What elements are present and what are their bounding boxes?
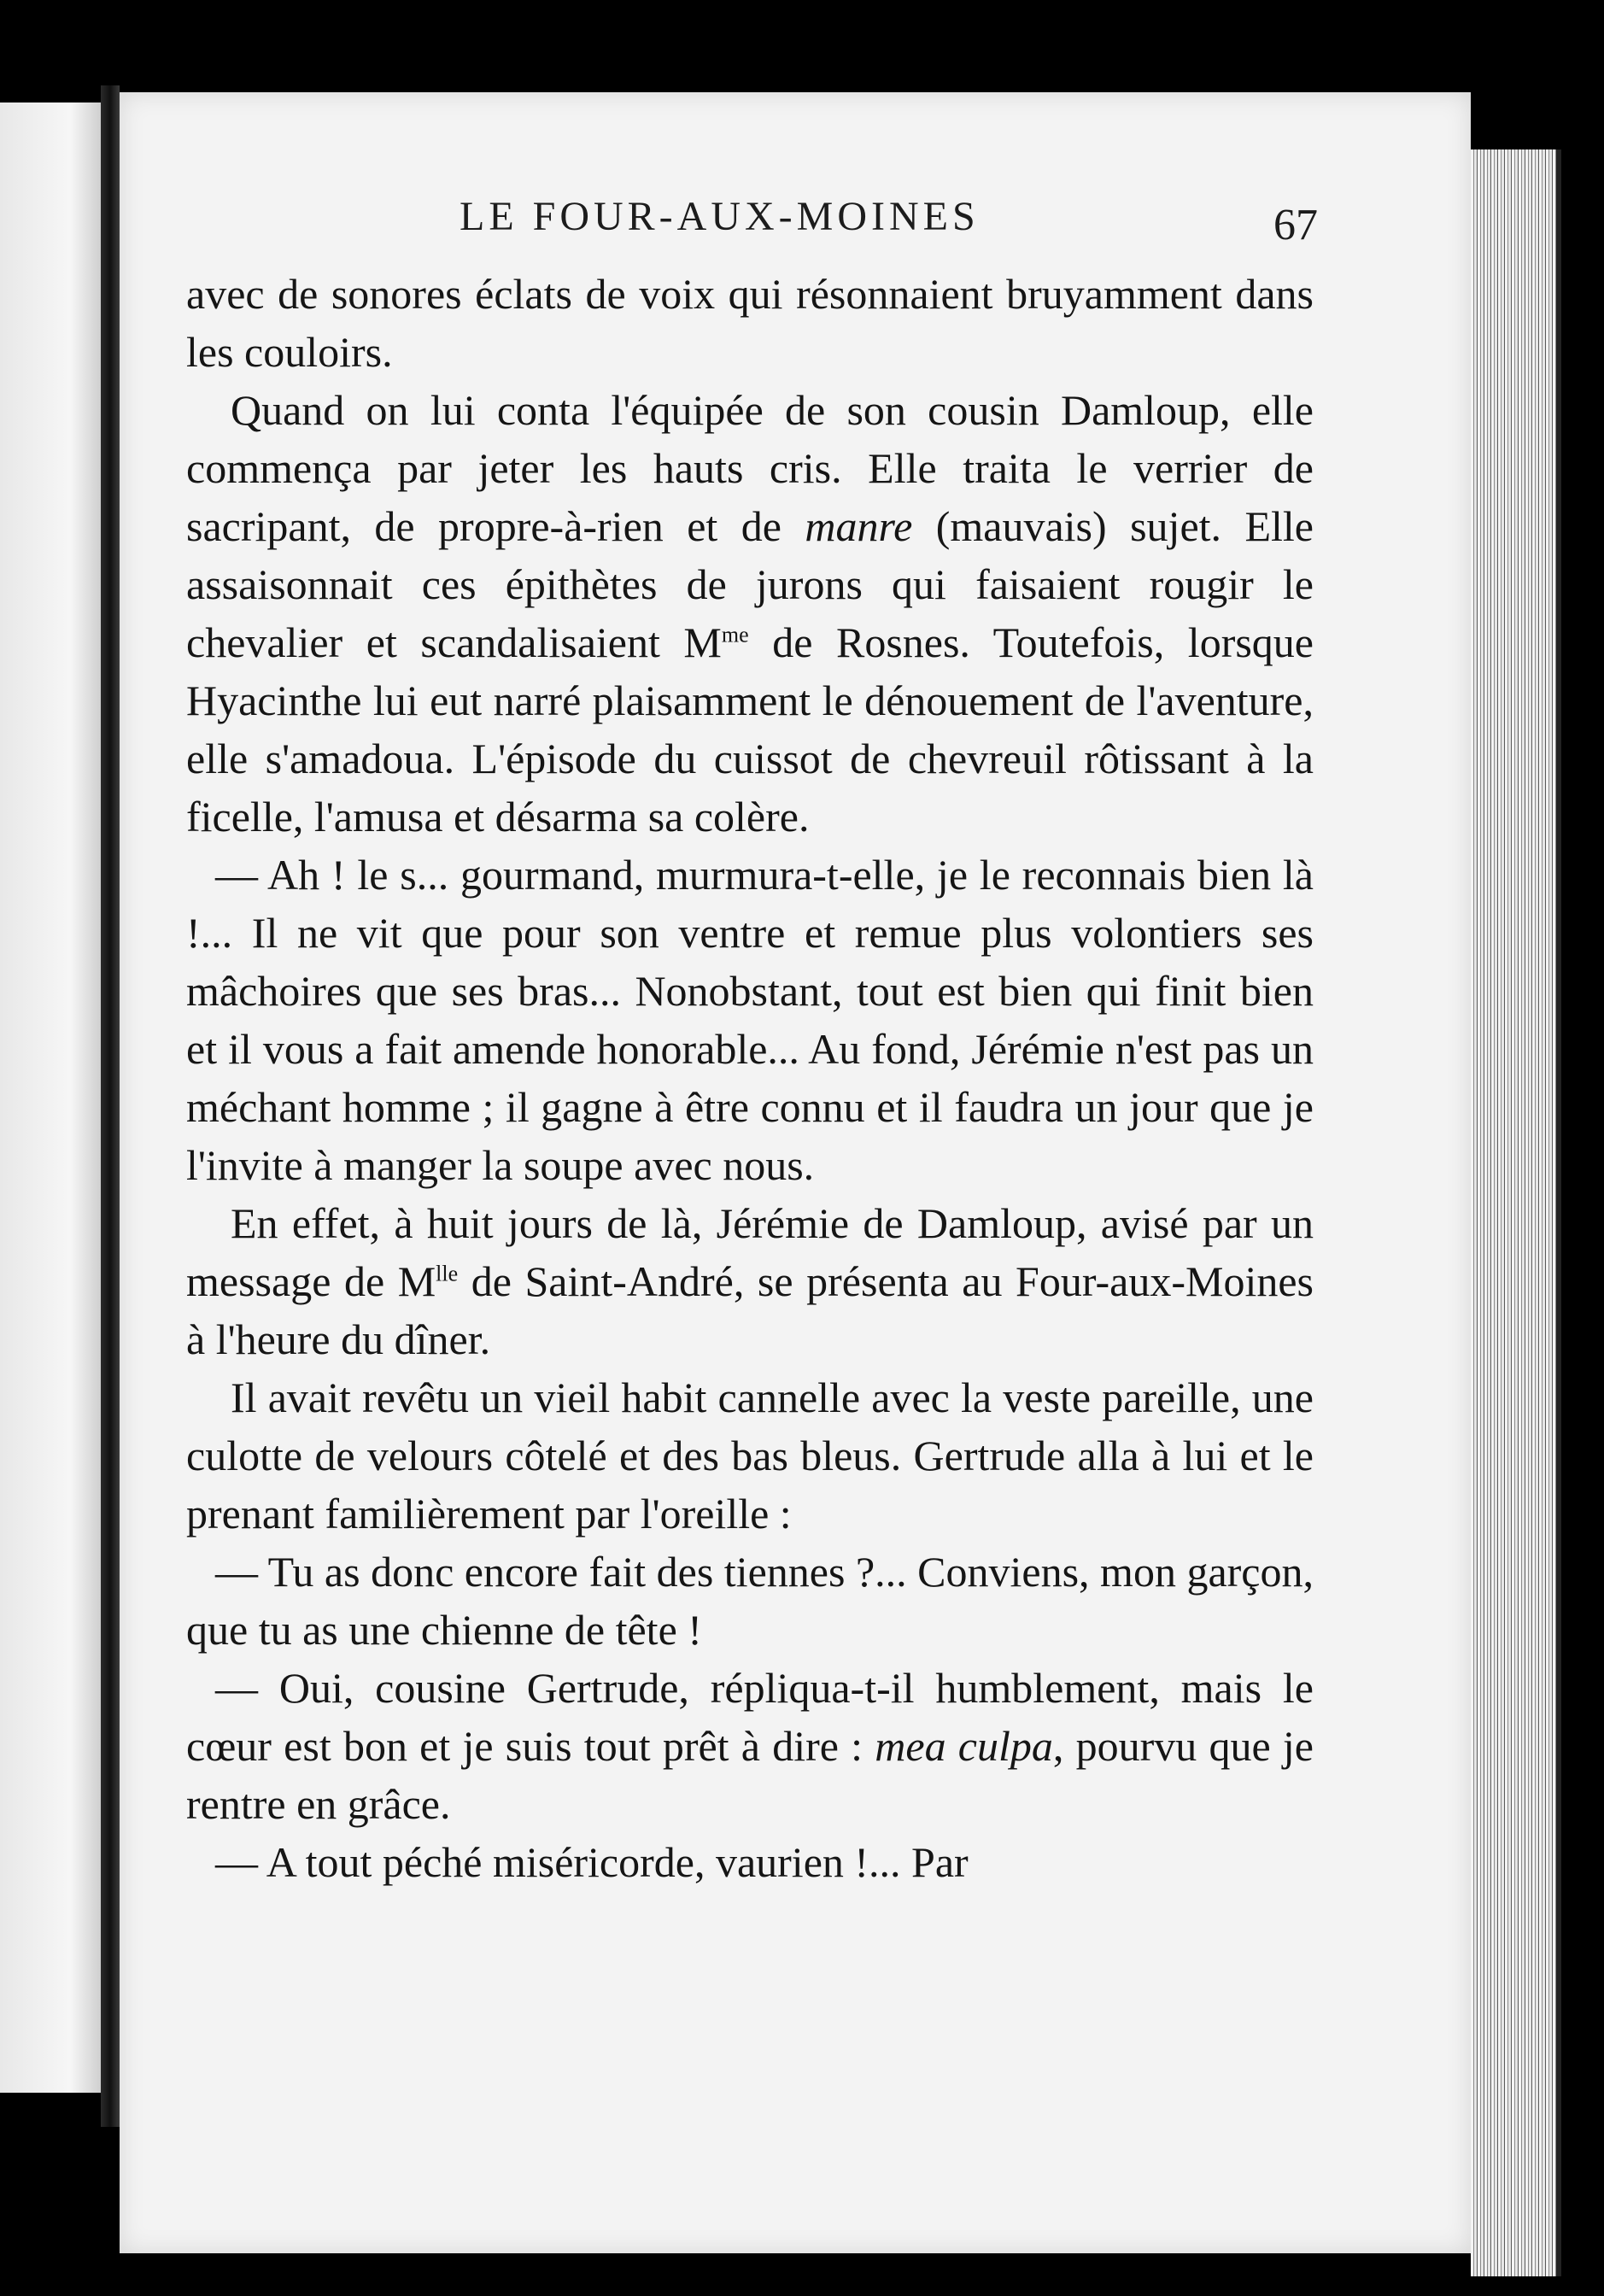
page-text-block: [186, 188, 1318, 1891]
book-gutter: [101, 85, 120, 2127]
superscript-abbr: lle: [436, 1261, 459, 1286]
paragraph-6: — Tu as donc encore fait des tiennes ?... Conviens, mon garçon, que tu as une chienne de tête !: [186, 1548, 1314, 1654]
paragraph-5: Il avait revêtu un vieil habit cannelle avec la veste pareille, une culotte de velours côtelé et des bas bleus. Gertrude alla à lui et le prenant familièrement par l'oreille :: [186, 1374, 1314, 1538]
paragraph-2: Quand on lui conta l'équipée de son cousin Damloup, elle commença par jeter les hauts cris. Elle traita le verrier de sacripant, de propre-à-rien et de manre (mauvais) sujet. Elle assaisonnait ces épithètes de jurons qui faisaient rougir le chevalier et scandalisaient $M^{me}$ de Rosnes. Toutefois, lorsque Hyacinthe lui eut narré plaisamment le dénouement de l'aventure, elle s'amadoua. L'épisode du cuissot de chevreuil rôtissant à la ficelle, l'amusa et désarma sa colère.: [186, 386, 1314, 840]
body-text: [186, 265, 1314, 1891]
page-number: 67: [1273, 201, 1318, 249]
paragraph-7: — Oui, cousine Gertrude, répliqua-t-il humblement, mais le cœur est bon et je suis tout prêt à dire : mea culpa, pourvu que je rentre en grâce.: [186, 1664, 1314, 1828]
running-head: [186, 188, 1318, 265]
superscript-abbr: me: [721, 622, 749, 647]
paragraph-4: En effet, à huit jours de là, Jérémie de Damloup, avisé par un message de $M^{lle}$ de Saint-André, se présenta au Four-aux-Moines à l'heure du dîner.: [186, 1199, 1314, 1363]
italic-word: manre: [805, 502, 913, 550]
paragraph-1: avec de sonores éclats de voix qui résonnaient bruyamment dans les couloirs.: [186, 270, 1314, 376]
running-title: LE FOUR-AUX-MOINES: [460, 194, 980, 239]
paragraph-8: — A tout péché miséricorde, vaurien !... Par: [215, 1838, 969, 1886]
page-edges: [1471, 149, 1561, 2276]
left-page-edge: [0, 102, 101, 2093]
paragraph-3: — Ah ! le s... gourmand, murmura-t-elle, je le reconnais bien là !... Il ne vit que pour son ventre et remue plus volontiers ses mâchoires que ses bras... Nonobstant, tout est bien qui finit bien et il vous a fait amende honorable... Au fond, Jérémie n'est pas un méchant homme ; il gagne à être connu et il faudra un jour que je l'invite à manger la soupe avec nous.: [186, 851, 1314, 1189]
italic-phrase: mea culpa: [875, 1722, 1053, 1770]
